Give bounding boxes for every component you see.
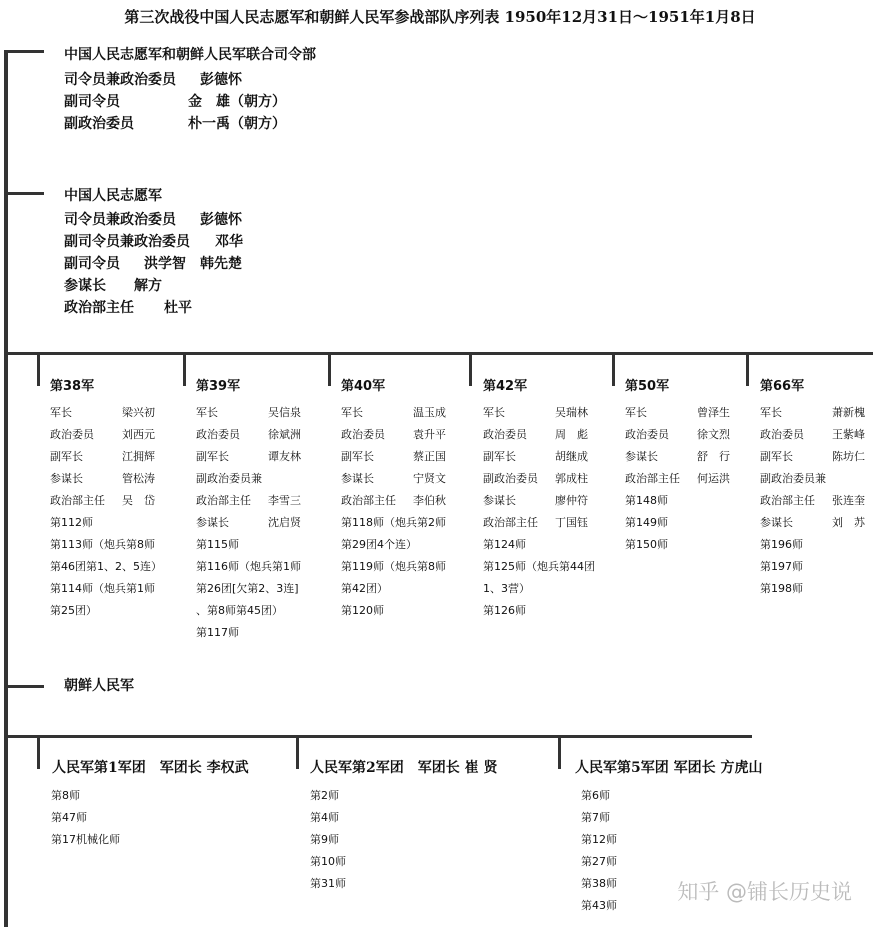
leader-role: 政治委员 <box>341 428 385 441</box>
corps-2-tick <box>296 735 299 769</box>
leader-name: 王紫峰 <box>832 428 865 441</box>
division-line: 第126师 <box>483 604 526 617</box>
division-line: 第198师 <box>760 582 803 595</box>
army-roster <box>760 402 875 600</box>
army-roster <box>341 402 456 622</box>
leader-name: 袁升平 <box>413 428 446 441</box>
leader-name: 沈启贤 <box>268 516 301 529</box>
leader-name: 徐文烈 <box>697 428 730 441</box>
leader-role: 政治部主任 <box>760 494 815 507</box>
division-line: 第4师 <box>310 811 339 824</box>
division-line: 第9师 <box>310 833 339 846</box>
leader-row: 参谋长 解方 <box>64 278 162 294</box>
division-line: 第46团第1、2、5连） <box>50 560 162 573</box>
page-title: 第三次战役中国人民志愿军和朝鲜人民军参战部队序列表 1950年12月31日～1951年1月8日 <box>124 8 756 26</box>
leader-role: 政治委员 <box>483 428 527 441</box>
corps-divisions <box>51 785 120 851</box>
leader-row <box>625 402 740 424</box>
leader-name: 管松涛 <box>122 472 155 485</box>
leader-role: 政治部主任 <box>341 494 396 507</box>
leader-name: 徐斌洲 <box>268 428 301 441</box>
leader-name: 郭成柱 <box>555 472 588 485</box>
leader-role: 政治委员 <box>196 428 240 441</box>
leader-row <box>50 424 165 446</box>
leader-row <box>483 424 598 446</box>
leader-role: 政治部主任 <box>50 494 105 507</box>
leader-row <box>760 490 875 512</box>
leader-row: 政治部主任 杜平 <box>64 300 192 316</box>
leader-name: 江拥辉 <box>122 450 155 463</box>
leader-role: 参谋长 <box>341 472 374 485</box>
leader-role: 副军长 <box>196 450 229 463</box>
leader-role: 副政治委员兼 <box>760 472 826 485</box>
division-line: 第27师 <box>581 855 617 868</box>
army-roster <box>196 402 311 644</box>
army-name: 第66军 <box>760 379 805 394</box>
army-name: 第50军 <box>625 379 670 394</box>
kpa-connector <box>4 685 44 688</box>
division-line: 第7师 <box>581 811 610 824</box>
leader-row <box>196 468 311 490</box>
leader-row <box>341 402 456 424</box>
leader-row <box>341 424 456 446</box>
leader-name: 李伯秋 <box>413 494 446 507</box>
division-line: 第119师（炮兵第8师 <box>341 560 446 573</box>
army-name: 第39军 <box>196 379 241 394</box>
watermark-text: 知乎 @铺长历史说 <box>677 880 852 904</box>
leader-name: 吴 岱 <box>122 494 155 507</box>
leader-row <box>625 468 740 490</box>
division-line: 第38师 <box>581 877 617 890</box>
corps-5-tick <box>558 735 561 769</box>
leader-name: 谭友林 <box>268 450 301 463</box>
leader-row <box>483 490 598 512</box>
division-line: 、第8师第45团） <box>196 604 283 617</box>
army-66-tick <box>746 352 749 386</box>
corps-title: 人民军第2军团 军团长 崔 贤 <box>310 760 498 776</box>
leader-row <box>760 424 875 446</box>
leader-row: 副司令员 洪学智 韩先楚 <box>64 256 242 272</box>
division-line: 第149师 <box>625 516 668 529</box>
kpa-title: 朝鲜人民军 <box>64 678 134 694</box>
leader-row <box>483 446 598 468</box>
corps-title: 人民军第1军团 军团长 李权武 <box>52 760 249 776</box>
leader-row <box>483 468 598 490</box>
cpv-leaders <box>64 209 243 319</box>
division-line: 第117师 <box>196 626 239 639</box>
corps-divisions <box>310 785 346 895</box>
division-line: 第116师（炮兵第1师 <box>196 560 301 573</box>
army-name: 第40军 <box>341 379 386 394</box>
division-line: 第118师（炮兵第2师 <box>341 516 446 529</box>
main-vertical-line <box>4 52 8 927</box>
army-38-tick <box>37 352 40 386</box>
division-line: 第47师 <box>51 811 87 824</box>
division-line: 第43师 <box>581 899 617 912</box>
leader-row: 司令员兼政治委员 彭德怀 <box>64 72 242 88</box>
leader-name: 胡继成 <box>555 450 588 463</box>
cpv-connector <box>4 192 44 195</box>
leader-row <box>196 424 311 446</box>
leader-row <box>625 424 740 446</box>
army-roster <box>483 402 598 622</box>
leader-row <box>196 512 311 534</box>
division-line: 第113师（炮兵第8师 <box>50 538 155 551</box>
leader-row <box>196 446 311 468</box>
leader-name: 刘西元 <box>122 428 155 441</box>
leader-name: 周 彪 <box>555 428 588 441</box>
corps-title: 人民军第5军团 军团长 方虎山 <box>575 760 763 776</box>
leader-role: 军长 <box>196 406 218 419</box>
leader-role: 副军长 <box>50 450 83 463</box>
division-line: 第6师 <box>581 789 610 802</box>
joint-command-leaders <box>64 69 286 135</box>
leader-row: 副司令员 金 雄（朝方） <box>64 94 286 110</box>
division-line: 第196师 <box>760 538 803 551</box>
leader-name: 廖仲符 <box>555 494 588 507</box>
leader-name: 舒 行 <box>697 450 730 463</box>
cpv-title: 中国人民志愿军 <box>64 188 162 204</box>
division-line: 第26团[欠第2、3连] <box>196 582 299 595</box>
division-line: 第2师 <box>310 789 339 802</box>
leader-row <box>760 402 875 424</box>
leader-row <box>760 468 875 490</box>
leader-role: 参谋长 <box>50 472 83 485</box>
army-50-tick <box>612 352 615 386</box>
leader-row <box>50 490 165 512</box>
army-42-tick <box>469 352 472 386</box>
leader-role: 政治委员 <box>50 428 94 441</box>
division-line: 第25团） <box>50 604 97 617</box>
leader-role: 政治委员 <box>760 428 804 441</box>
leader-row <box>341 446 456 468</box>
corps-divisions <box>581 785 617 917</box>
leader-name: 梁兴初 <box>122 406 155 419</box>
division-line: 第150师 <box>625 538 668 551</box>
leader-name: 曾泽生 <box>697 406 730 419</box>
division-line: 第115师 <box>196 538 239 551</box>
division-line: 第120师 <box>341 604 384 617</box>
division-line: 第114师（炮兵第1师 <box>50 582 155 595</box>
leader-name: 蔡正国 <box>413 450 446 463</box>
leader-name: 吴瑞林 <box>555 406 588 419</box>
division-line: 第8师 <box>51 789 80 802</box>
army-roster <box>625 402 740 556</box>
leader-role: 政治委员 <box>625 428 669 441</box>
leader-name: 刘 苏 <box>832 516 865 529</box>
division-line: 1、3营） <box>483 582 530 595</box>
leader-row <box>50 402 165 424</box>
leader-role: 参谋长 <box>625 450 658 463</box>
leader-role: 参谋长 <box>483 494 516 507</box>
division-line: 第12师 <box>581 833 617 846</box>
leader-row <box>341 468 456 490</box>
division-line: 第29团4个连） <box>341 538 417 551</box>
corps-1-tick <box>37 735 40 769</box>
army-roster <box>50 402 165 622</box>
leader-row <box>760 512 875 534</box>
leader-row <box>196 402 311 424</box>
leader-row <box>625 446 740 468</box>
division-line: 第125师（炮兵第44团 <box>483 560 595 573</box>
leader-row: 司令员兼政治委员 彭德怀 <box>64 212 242 228</box>
leader-row <box>483 402 598 424</box>
leader-role: 政治部主任 <box>483 516 538 529</box>
joint-command-title: 中国人民志愿军和朝鲜人民军联合司令部 <box>64 47 316 63</box>
leader-name: 宁贤文 <box>413 472 446 485</box>
leader-role: 政治部主任 <box>625 472 680 485</box>
leader-name: 丁国钰 <box>555 516 588 529</box>
army-40-tick <box>328 352 331 386</box>
leader-name: 李雪三 <box>268 494 301 507</box>
leader-row <box>50 468 165 490</box>
division-line: 第42团） <box>341 582 388 595</box>
leader-role: 副军长 <box>341 450 374 463</box>
leader-role: 军长 <box>760 406 782 419</box>
leader-name: 温玉成 <box>413 406 446 419</box>
armies-horizontal-line <box>4 352 873 355</box>
division-line: 第31师 <box>310 877 346 890</box>
division-line: 第112师 <box>50 516 93 529</box>
division-line: 第197师 <box>760 560 803 573</box>
leader-name: 何运洪 <box>697 472 730 485</box>
leader-row <box>341 490 456 512</box>
leader-role: 军长 <box>50 406 72 419</box>
leader-row <box>483 512 598 534</box>
leader-row <box>760 446 875 468</box>
leader-role: 参谋长 <box>196 516 229 529</box>
leader-name: 吴信泉 <box>268 406 301 419</box>
corps-horizontal-line <box>4 735 752 738</box>
army-name: 第42军 <box>483 379 528 394</box>
division-line: 第17机械化师 <box>51 833 120 846</box>
leader-row: 副司令员兼政治委员 邓华 <box>64 234 243 250</box>
leader-row <box>196 490 311 512</box>
leader-role: 副军长 <box>760 450 793 463</box>
leader-row <box>50 446 165 468</box>
leader-role: 军长 <box>483 406 505 419</box>
division-line: 第148师 <box>625 494 668 507</box>
division-line: 第124师 <box>483 538 526 551</box>
army-39-tick <box>183 352 186 386</box>
leader-role: 军长 <box>625 406 647 419</box>
army-name: 第38军 <box>50 379 95 394</box>
leader-name: 萧新槐 <box>832 406 865 419</box>
leader-role: 副政治委员 <box>483 472 538 485</box>
leader-name: 张连奎 <box>832 494 865 507</box>
leader-row: 副政治委员 朴一禹（朝方） <box>64 116 286 132</box>
leader-role: 副政治委员兼 <box>196 472 262 485</box>
leader-role: 政治部主任 <box>196 494 251 507</box>
leader-role: 军长 <box>341 406 363 419</box>
leader-name: 陈坊仁 <box>832 450 865 463</box>
division-line: 第10师 <box>310 855 346 868</box>
leader-role: 副军长 <box>483 450 516 463</box>
joint-command-connector <box>4 50 44 53</box>
leader-role: 参谋长 <box>760 516 793 529</box>
